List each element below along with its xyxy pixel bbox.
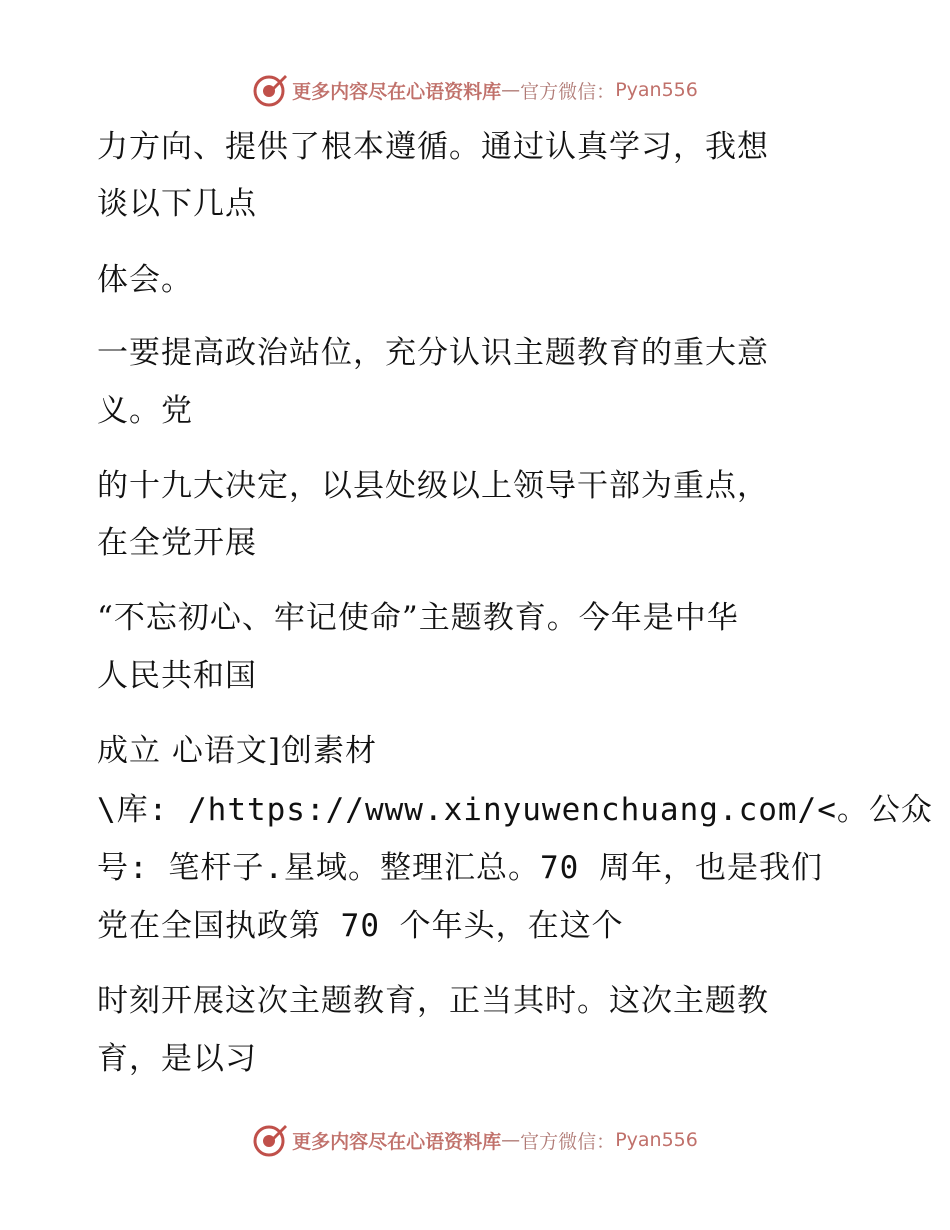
text-line: 号: 笔杆子.星域。整理汇总。70 周年，也是我们 xyxy=(97,850,823,886)
banner-dash: — xyxy=(501,1129,521,1151)
text-line: 时刻开展这次主题教育，正当其时。这次主题教 xyxy=(97,983,769,1019)
text-line: 义。党 xyxy=(97,393,193,429)
text-line: \库: /https://www.xinyuwenchuang.com/<。公众 xyxy=(97,792,933,828)
text-line: 谈以下几点 xyxy=(97,186,257,222)
banner-title: 更多内容尽在心语资料库 xyxy=(292,80,502,103)
banner-wechat-label: 官方微信： xyxy=(520,80,616,103)
text-line: 在全党开展 xyxy=(97,525,257,561)
banner-account: Pyan556 xyxy=(615,79,698,101)
text-line: 的十九大决定，以县处级以上领导干部为重点， xyxy=(97,468,769,504)
text-line: 体会。 xyxy=(97,262,193,298)
pen-logo-icon xyxy=(252,72,288,108)
banner-account: Pyan556 xyxy=(615,1129,698,1151)
banner-dash: — xyxy=(501,79,521,101)
footer-banner xyxy=(0,1120,950,1160)
text-line: 成立 心语文]创素材 xyxy=(97,733,377,769)
banner-wechat-label: 官方微信： xyxy=(520,1130,616,1153)
text-line: 人民共和国 xyxy=(97,658,257,694)
header-banner xyxy=(0,70,950,110)
pen-logo-icon xyxy=(252,1122,288,1158)
text-line: “不忘初心、牢记使命”主题教育。今年是中华 xyxy=(97,600,739,636)
text-line: 一要提高政治站位，充分认识主题教育的重大意 xyxy=(97,335,769,371)
text-line: 力方向、提供了根本遵循。通过认真学习，我想 xyxy=(97,129,769,165)
banner-title: 更多内容尽在心语资料库 xyxy=(292,1130,502,1153)
text-line: 党在全国执政第 70 个年头，在这个 xyxy=(97,908,624,944)
text-line: 育，是以习 xyxy=(97,1041,257,1077)
